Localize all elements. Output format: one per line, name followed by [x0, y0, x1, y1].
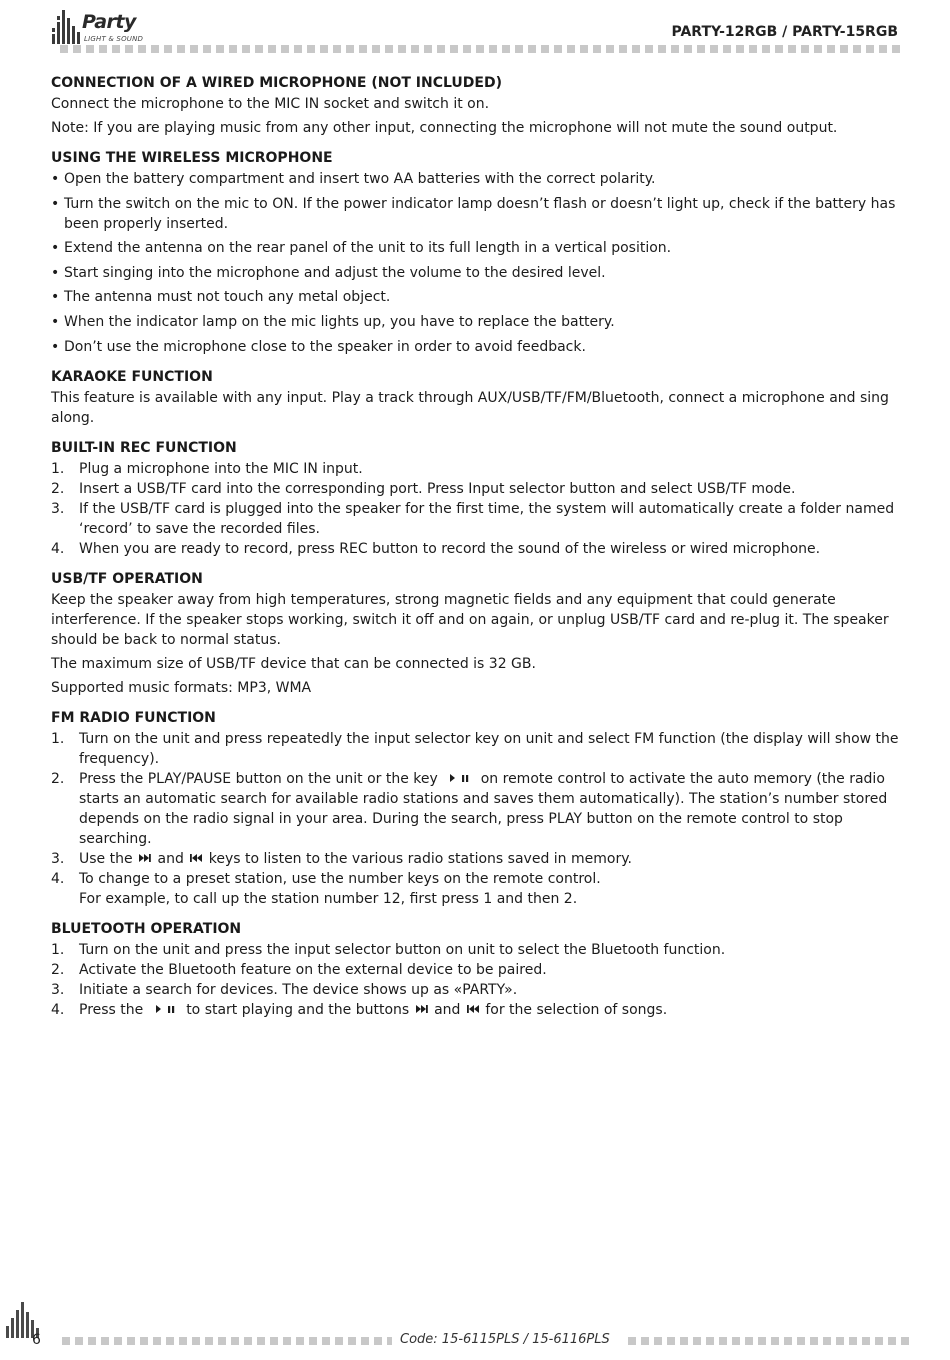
page-footer	[0, 1290, 950, 1360]
list-item-text: Extend the antenna on the rear panel of the unit to its full length in a vertical position.	[64, 240, 672, 257]
list-item	[51, 960, 903, 980]
section-heading: BUILT-IN REC FUNCTION	[51, 439, 237, 456]
list-item	[51, 459, 903, 479]
bullet-mark: •	[51, 264, 60, 281]
list-item-text: If the USB/TF card is plugged into the speaker for the first time, the system will automatically create a folder named ‘record’ to save the recorded files.	[79, 500, 895, 537]
footer-dotted-rule	[62, 1336, 392, 1346]
section-heading: FM RADIO FUNCTION	[51, 709, 216, 726]
item-number: 3.	[51, 850, 65, 867]
bullet-mark: •	[51, 240, 60, 257]
logo-wordmark: Party	[82, 11, 136, 33]
section-wired-microphone	[51, 72, 903, 138]
section-bluetooth	[51, 918, 903, 1020]
list-item-text: and	[434, 1001, 461, 1018]
list-item-text: keys to listen to the various radio stations saved in memory.	[208, 850, 632, 867]
list-item	[51, 479, 903, 499]
section-built-in-rec	[51, 437, 903, 559]
list-item	[51, 769, 903, 849]
list-item	[51, 940, 903, 960]
item-number: 4.	[51, 540, 65, 557]
list-item	[51, 337, 903, 357]
list-item-text: Initiate a search for devices. The device shows up as «PARTY».	[79, 981, 518, 998]
section-heading: USING THE WIRELESS MICROPHONE	[51, 150, 333, 166]
list-item-text: Open the battery compartment and insert two AA batteries with the correct polarity.	[64, 171, 656, 187]
list-item	[51, 238, 903, 258]
list-item-text: Use the	[79, 850, 133, 867]
section-heading: CONNECTION OF A WIRED MICROPHONE (NOT INCLUDED)	[51, 75, 503, 91]
list-item	[51, 312, 903, 332]
skip-next-icon	[137, 852, 153, 864]
list-item	[51, 869, 903, 909]
list-item-text: To change to a preset station, use the number keys on the remote control.	[79, 870, 601, 887]
page-header	[0, 0, 950, 60]
list-item-text: and	[157, 850, 184, 867]
paragraph: This feature is available with any input. Play a track through AUX/USB/TF/FM/Bluetooth, connect a microphone and sing along.	[51, 389, 889, 426]
item-number: 1.	[51, 460, 65, 477]
skip-previous-icon	[188, 852, 204, 864]
skip-next-icon	[414, 1003, 430, 1015]
list-item	[51, 539, 903, 559]
section-fm-radio	[51, 707, 903, 909]
item-number: 1.	[51, 730, 65, 747]
header-dotted-rule	[60, 44, 902, 54]
list-item-text: Turn on the unit and press repeatedly the input selector key on unit and select FM function (the display will show the frequency).	[79, 730, 899, 767]
logo-subtitle: LIGHT & SOUND	[84, 35, 144, 43]
item-number: 2.	[51, 480, 65, 497]
list-item-text: Activate the Bluetooth feature on the external device to be paired.	[79, 961, 547, 978]
play-pause-icon	[442, 772, 476, 784]
list-item-text: on remote control to activate the auto memory (the radio starts an automatic search for available radio stations and saves them automatically). The station’s number stored depends on the radio signal in your area. During the search, press PLAY button on the remote control to stop searching.	[79, 770, 888, 847]
bullet-mark: •	[51, 195, 60, 212]
list-item	[51, 729, 903, 769]
list-item	[51, 263, 903, 283]
model-title: PARTY-12RGB / PARTY-15RGB	[671, 24, 898, 40]
list-item-text: for the selection of songs.	[485, 1001, 668, 1018]
item-number: 1.	[51, 941, 65, 958]
page-content	[51, 72, 903, 1020]
list-item-text: Insert a USB/TF card into the corresponding port. Press Input selector button and select USB/TF mode.	[79, 480, 796, 497]
section-heading: BLUETOOTH OPERATION	[51, 920, 242, 937]
list-item-text: When the indicator lamp on the mic lights up, you have to replace the battery.	[64, 313, 615, 330]
list-item-text: Turn on the unit and press the input selector button on unit to select the Bluetooth function.	[79, 941, 726, 958]
list-item-text: to start playing and the buttons	[186, 1001, 410, 1018]
paragraph: Supported music formats: MP3, WMA	[51, 679, 312, 696]
list-item-text: Start singing into the microphone and adjust the volume to the desired level.	[64, 264, 606, 281]
paragraph: Connect the microphone to the MIC IN socket and switch it on.	[51, 96, 490, 112]
list-item-text: Don’t use the microphone close to the speaker in order to avoid feedback.	[64, 338, 586, 355]
list-item-text: The antenna must not touch any metal object.	[64, 289, 391, 306]
item-number: 2.	[51, 961, 65, 978]
list-item	[51, 499, 903, 539]
section-wireless-microphone	[51, 147, 903, 357]
section-usb-tf-operation	[51, 568, 903, 698]
list-item-text: When you are ready to record, press REC button to record the sound of the wireless or wired microphone.	[79, 540, 821, 557]
item-number: 3.	[51, 981, 65, 998]
numbered-list	[51, 459, 903, 559]
list-item-text: Plug a microphone into the MIC IN input.	[79, 460, 363, 477]
numbered-list	[51, 729, 903, 909]
list-item-text: Press the PLAY/PAUSE button on the unit or the key	[79, 770, 438, 787]
list-item	[51, 849, 903, 869]
skip-previous-icon	[465, 1003, 481, 1015]
paragraph: Keep the speaker away from high temperatures, strong magnetic fields and any equipment that could generate interference. If the speaker stops working, switch it off and on again, or unplug USB/TF card and re-plug it. The speaker should be back to normal status.	[51, 591, 889, 648]
product-code: Code: 15-6115PLS / 15-6116PLS	[400, 1332, 610, 1347]
numbered-list	[51, 940, 903, 1020]
bullet-mark: •	[51, 338, 60, 355]
play-pause-icon	[148, 1003, 182, 1015]
list-item-text: For example, to call up the station number 12, first press 1 and then 2.	[79, 890, 578, 907]
item-number: 4.	[51, 870, 65, 887]
list-item-text: Press the	[79, 1001, 144, 1018]
item-number: 3.	[51, 500, 65, 517]
item-number: 2.	[51, 770, 65, 787]
section-heading: USB/TF OPERATION	[51, 570, 203, 587]
bullet-list	[51, 169, 903, 357]
item-number: 4.	[51, 1001, 65, 1018]
list-item	[51, 980, 903, 1000]
list-item	[51, 194, 903, 234]
list-item	[51, 169, 903, 189]
equalizer-logo-icon	[50, 8, 84, 46]
paragraph: Note: If you are playing music from any other input, connecting the microphone will not mute the sound output.	[51, 120, 838, 136]
bullet-mark: •	[51, 313, 60, 330]
section-karaoke	[51, 366, 903, 428]
footer-dotted-rule	[628, 1336, 913, 1346]
list-item	[51, 287, 903, 307]
section-heading: KARAOKE FUNCTION	[51, 368, 213, 385]
paragraph: The maximum size of USB/TF device that can be connected is 32 GB.	[51, 655, 536, 672]
bullet-mark: •	[51, 171, 60, 187]
list-item-text: Turn the switch on the mic to ON. If the power indicator lamp doesn’t flash or doesn’t light up, check if the battery has been properly inserted.	[64, 195, 896, 232]
list-item	[51, 1000, 903, 1020]
brand-logo	[50, 8, 150, 48]
page-number: 6	[32, 1332, 41, 1348]
bullet-mark: •	[51, 289, 60, 306]
